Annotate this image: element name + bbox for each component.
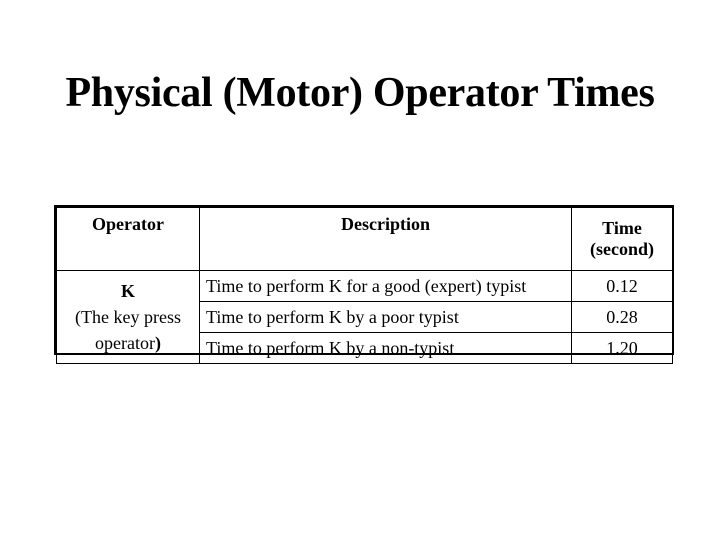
- description-cell: Time to perform K by a poor typist: [200, 302, 572, 333]
- operator-symbol: K: [120, 281, 135, 301]
- header-description-label: Description: [341, 214, 430, 234]
- description-cell: Time to perform K by a non-typist: [200, 333, 572, 364]
- header-time: [572, 208, 673, 271]
- operator-note-close: ): [154, 333, 161, 353]
- slide-title: Physical (Motor) Operator Times: [65, 70, 655, 117]
- table-row: [57, 271, 673, 302]
- header-time-unit: (second): [590, 239, 654, 259]
- operator-cell: [57, 271, 200, 364]
- description-cell: Time to perform K for a good (expert) typist: [200, 271, 572, 302]
- header-time-label: Time: [602, 218, 642, 238]
- header-description: [200, 208, 572, 271]
- time-cell: 0.12: [572, 271, 673, 302]
- time-cell: 0.28: [572, 302, 673, 333]
- table-header-row: [57, 208, 673, 271]
- operator-note: [61, 304, 195, 356]
- time-cell: 1.20: [572, 333, 673, 364]
- header-operator-label: Operator: [92, 214, 164, 234]
- operator-times-table: [56, 207, 673, 364]
- header-operator: [57, 208, 200, 271]
- operator-times-table-frame: [54, 205, 674, 358]
- operator-note-text: (The key press operator: [75, 307, 181, 353]
